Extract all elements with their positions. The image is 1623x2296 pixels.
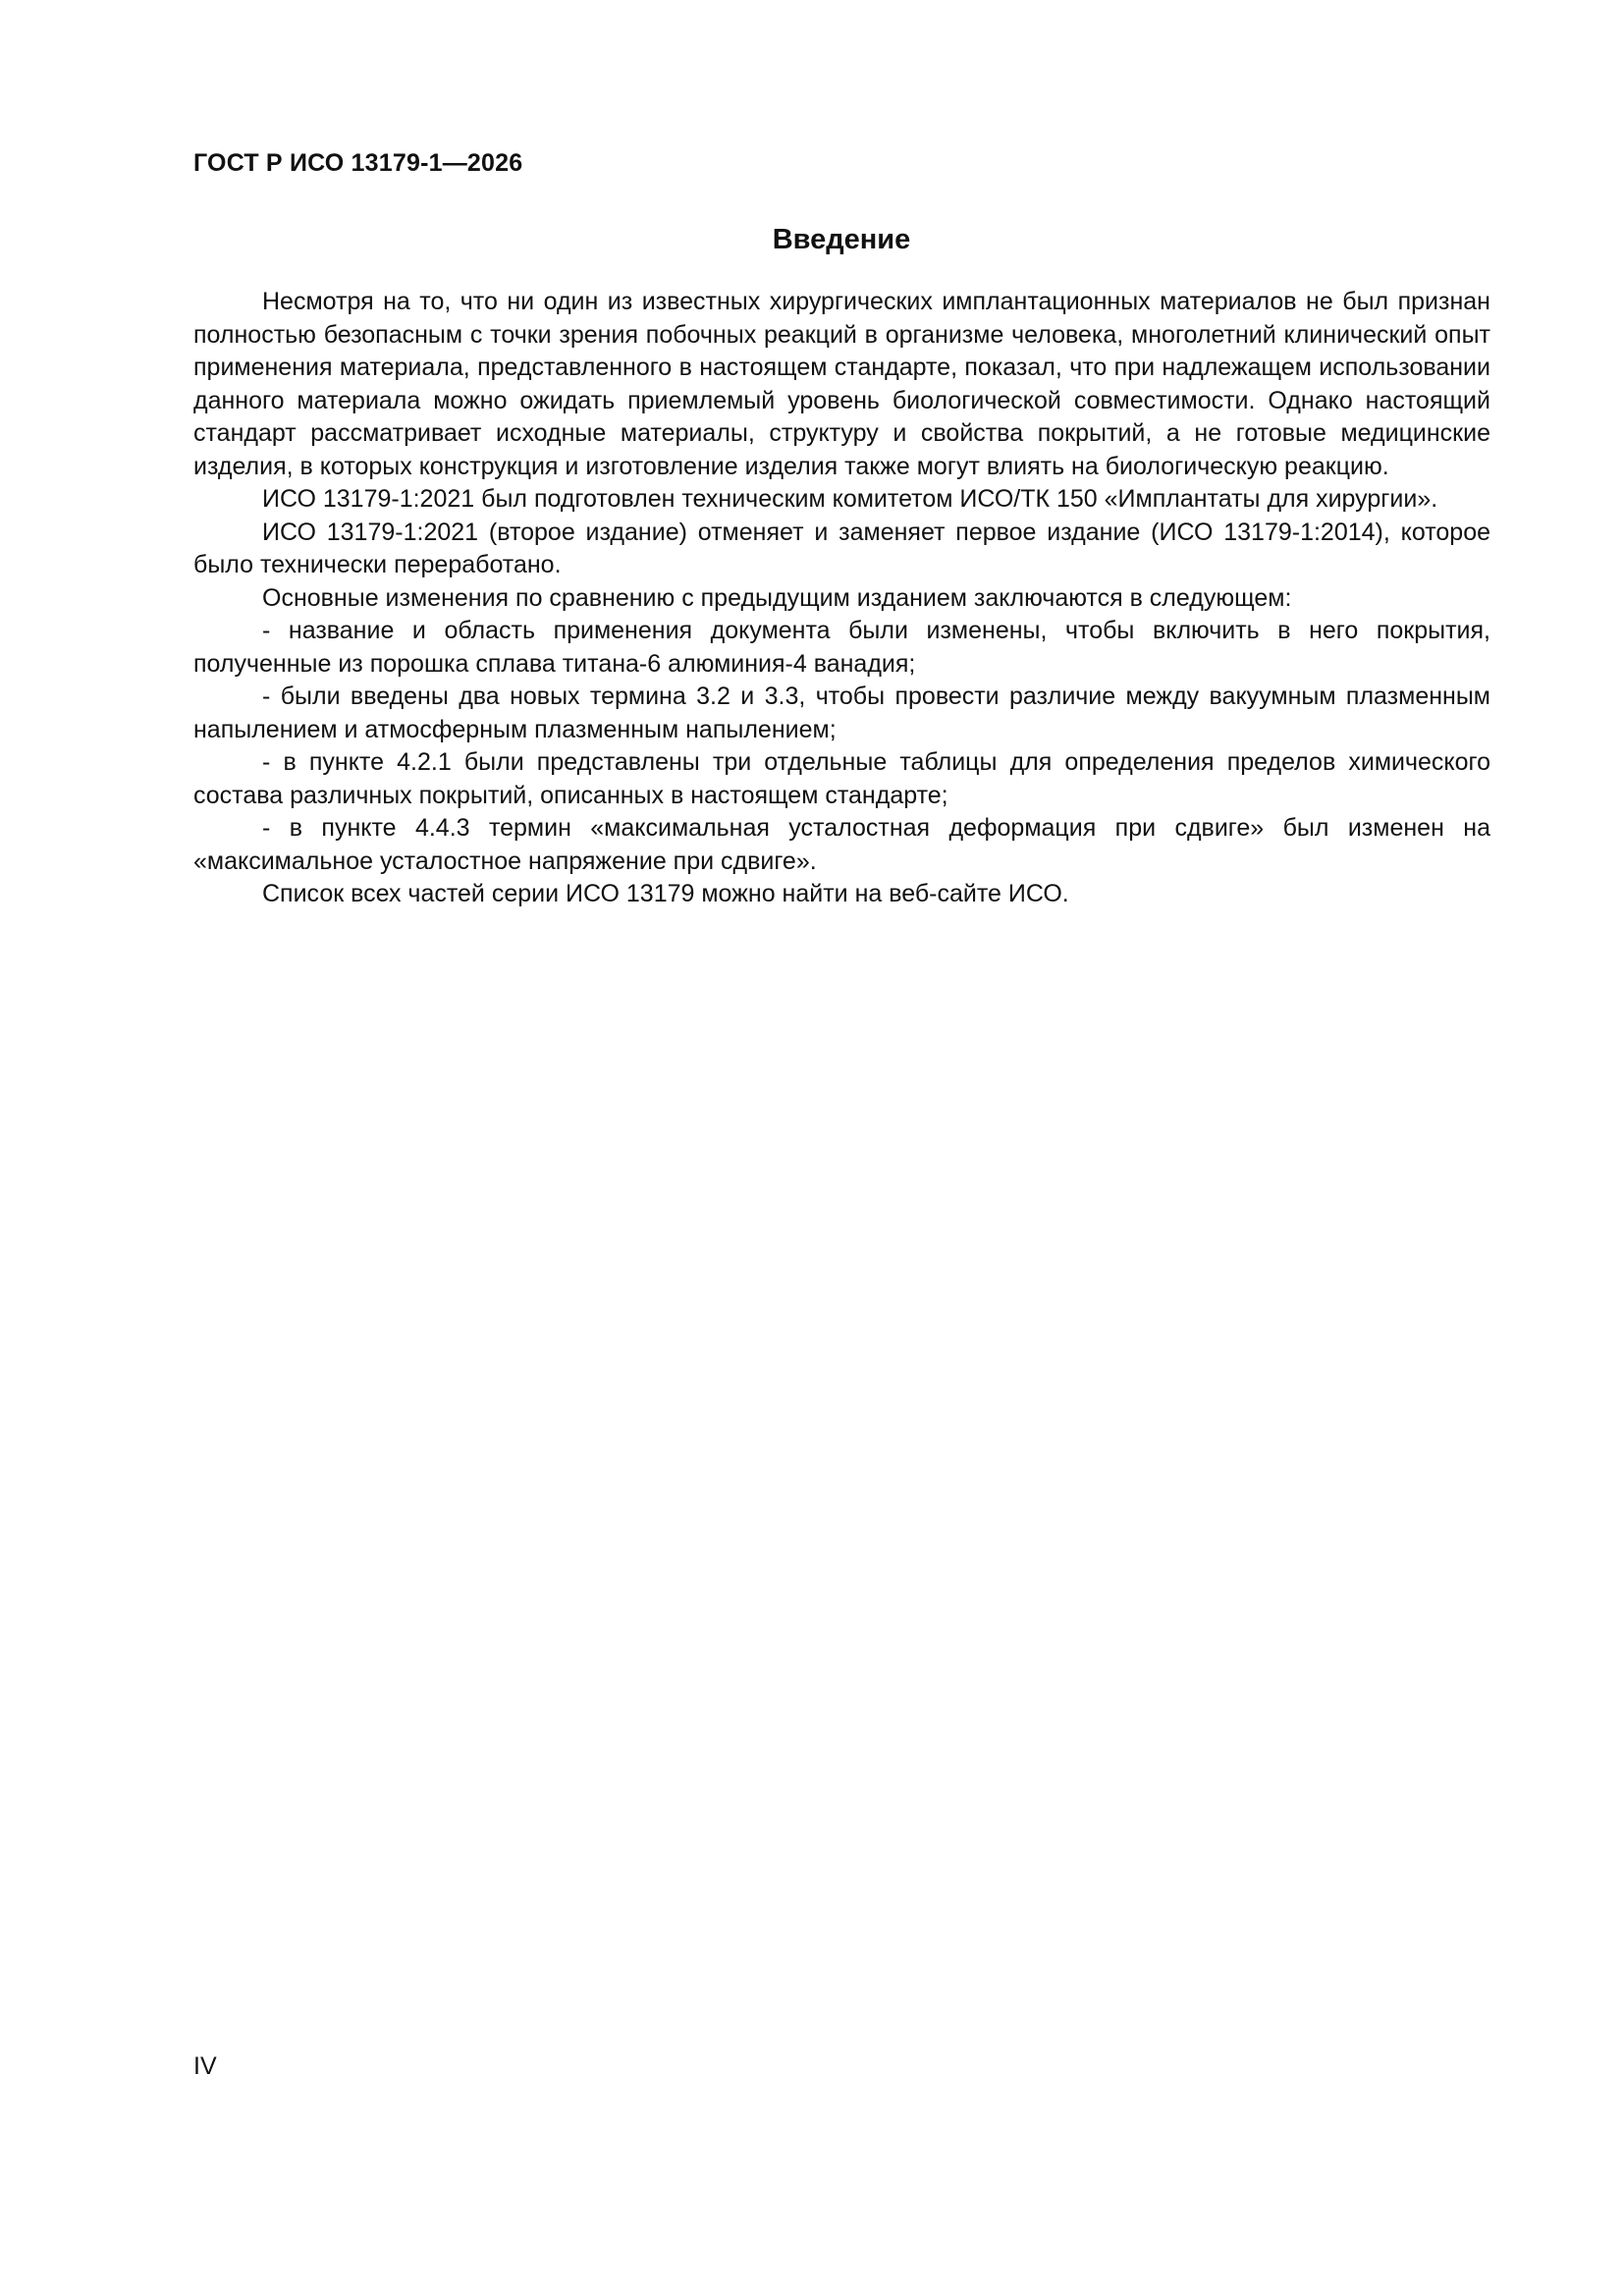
list-item-change: - в пункте 4.4.3 термин «максимальная усталостная деформация при сдвиге» был изменен на «максимальное усталостное напряжение при сдвиге». [193,814,1490,875]
paragraph-series-list: Список всех частей серии ИСО 13179 можно найти на веб-сайте ИСО. [262,880,1069,907]
paragraph-intro: Несмотря на то, что ни один из известных хирургических имплантационных материалов не был признан полностью безопасным с точки зрения побочных реакций в организме человека, многолетний клинический опыт применения материала, представленного в настоящем стандарте, показал, что при надлежащем использовании данного материала можно ожидать приемлемый уровень биологической совместимости. Однако настоящий стандарт рассматривает исходные материалы, структуру и свойства покрытий, а не готовые медицинские изделия, в которых конструкция и изготовление изделия также могут влиять на биологическую реакцию. [193,288,1490,480]
list-item-change: - в пункте 4.2.1 были представлены три отдельные таблицы для определения пределов химического состава различных покрытий, описанных в настоящем стандарте; [193,748,1490,809]
paragraph-edition: ИСО 13179-1:2021 (второе издание) отменяет и заменяет первое издание (ИСО 13179-1:2014), которое было технически переработано. [193,518,1490,578]
section-title: Введение [772,224,911,255]
document-code-header: ГОСТ Р ИСО 13179-1—2026 [193,149,523,177]
list-item-change: - были введены два новых термина 3.2 и 3.3, чтобы провести различие между вакуумным плазменным напылением и атмосферным плазменным напылением; [193,683,1490,743]
section-body [193,286,1490,911]
paragraph-committee: ИСО 13179-1:2021 был подготовлен техническим комитетом ИСО/ТК 150 «Имплантаты для хирургии». [262,485,1438,513]
page-number: IV [193,2052,217,2080]
list-item-change: - название и область применения документа были изменены, чтобы включить в него покрытия, полученные из порошка сплава титана-6 алюминия-4 ванадия; [193,617,1490,678]
paragraph-changes-intro: Основные изменения по сравнению с предыдущим изданием заключаются в следующем: [262,583,1292,612]
